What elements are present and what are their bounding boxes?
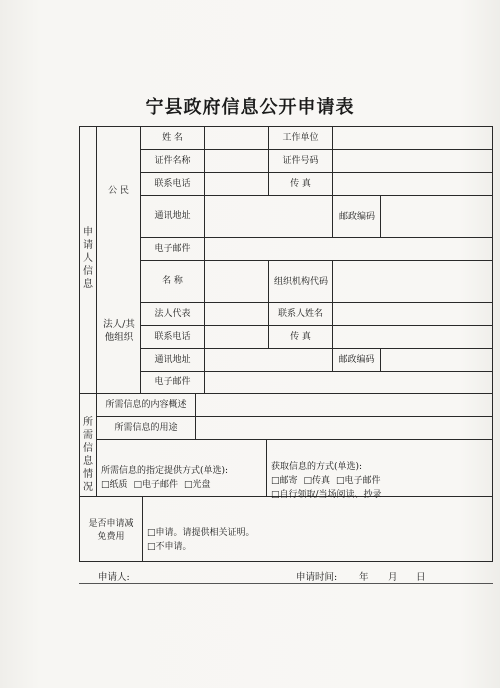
label-email: 电子邮件 [154,243,191,254]
page-title: 宁县政府信息公开申请表 [145,97,355,118]
checkbox-fee-no[interactable]: □不申请。 [147,542,192,552]
label-address: 通讯地址 [154,211,191,221]
label-name: 姓 名 [162,132,183,143]
checkbox-fee-apply[interactable]: □申请。请提供相关证明。 [147,528,255,538]
application-form-table [79,126,493,562]
col-line [332,126,333,195]
label-legal-email: 电子邮件 [154,377,191,387]
label-fax: 传 真 [290,178,311,189]
label-info-purpose: 所需信息的用途 [114,422,178,433]
label-fee-reduction: 是否申请减免费用 [88,519,134,542]
section-label-info: 所需信息情况 [83,417,93,493]
date-day: 日 [416,572,426,583]
checkbox-mail[interactable]: □邮寄 [271,476,298,486]
date-year: 年 [359,572,369,583]
col-line [195,393,196,439]
footer-rule [79,583,493,584]
section-label-applicant: 申请人信息 [83,227,93,290]
checkbox-disc[interactable]: □光盘 [184,480,211,490]
provide-method-group [101,464,228,492]
col-line [380,348,381,371]
col-line [204,126,205,260]
provide-method-label: 所需信息的指定提供方式(单选): [101,466,229,476]
row-line [96,439,493,440]
label-legal-phone: 联系电话 [154,331,191,342]
group-label-citizen: 公 民 [108,185,129,196]
label-id-name: 证件名称 [154,155,191,166]
label-postcode: 邮政编码 [338,211,375,222]
application-date-label: 申请时间: [296,572,338,583]
applicant-signature-label: 申请人: [98,572,130,583]
table-border-bottom [79,561,493,562]
obtain-method-group [271,460,387,502]
label-legal-address: 通讯地址 [154,354,191,365]
section-divider [96,126,97,393]
label-org-code: 组织机构代码 [273,276,328,287]
label-contact-name: 联系人姓名 [277,308,323,319]
label-phone: 联系电话 [154,178,191,189]
label-legal-rep: 法人代表 [154,308,191,319]
fee-options [147,526,255,554]
group-label-legal: 法人/其他组织 [103,319,135,343]
label-legal-fax: 传 真 [290,331,311,342]
checkbox-fax[interactable]: □传真 [303,476,331,486]
col-line [266,439,267,496]
col-line [332,260,333,348]
checkbox-paper[interactable]: □纸质 [101,480,128,490]
col-line [380,195,381,237]
label-legal-postcode: 邮政编码 [338,354,375,365]
fee-divider [142,496,143,561]
label-info-summary: 所需信息的内容概述 [105,399,187,410]
checkbox-obtain-email[interactable]: □电子邮件 [336,476,381,486]
obtain-method-label: 获取信息的方式(单选): [271,462,363,472]
checkbox-email[interactable]: □电子邮件 [133,480,179,490]
label-id-number: 证件号码 [282,155,319,166]
col-line [204,260,205,393]
label-org-name: 名 称 [162,276,183,286]
label-workplace: 工作单位 [282,132,319,143]
checkbox-self-pickup[interactable]: □自行领取/当场阅读、抄录 [271,490,382,500]
date-month: 月 [388,572,398,583]
col-line [332,195,333,237]
